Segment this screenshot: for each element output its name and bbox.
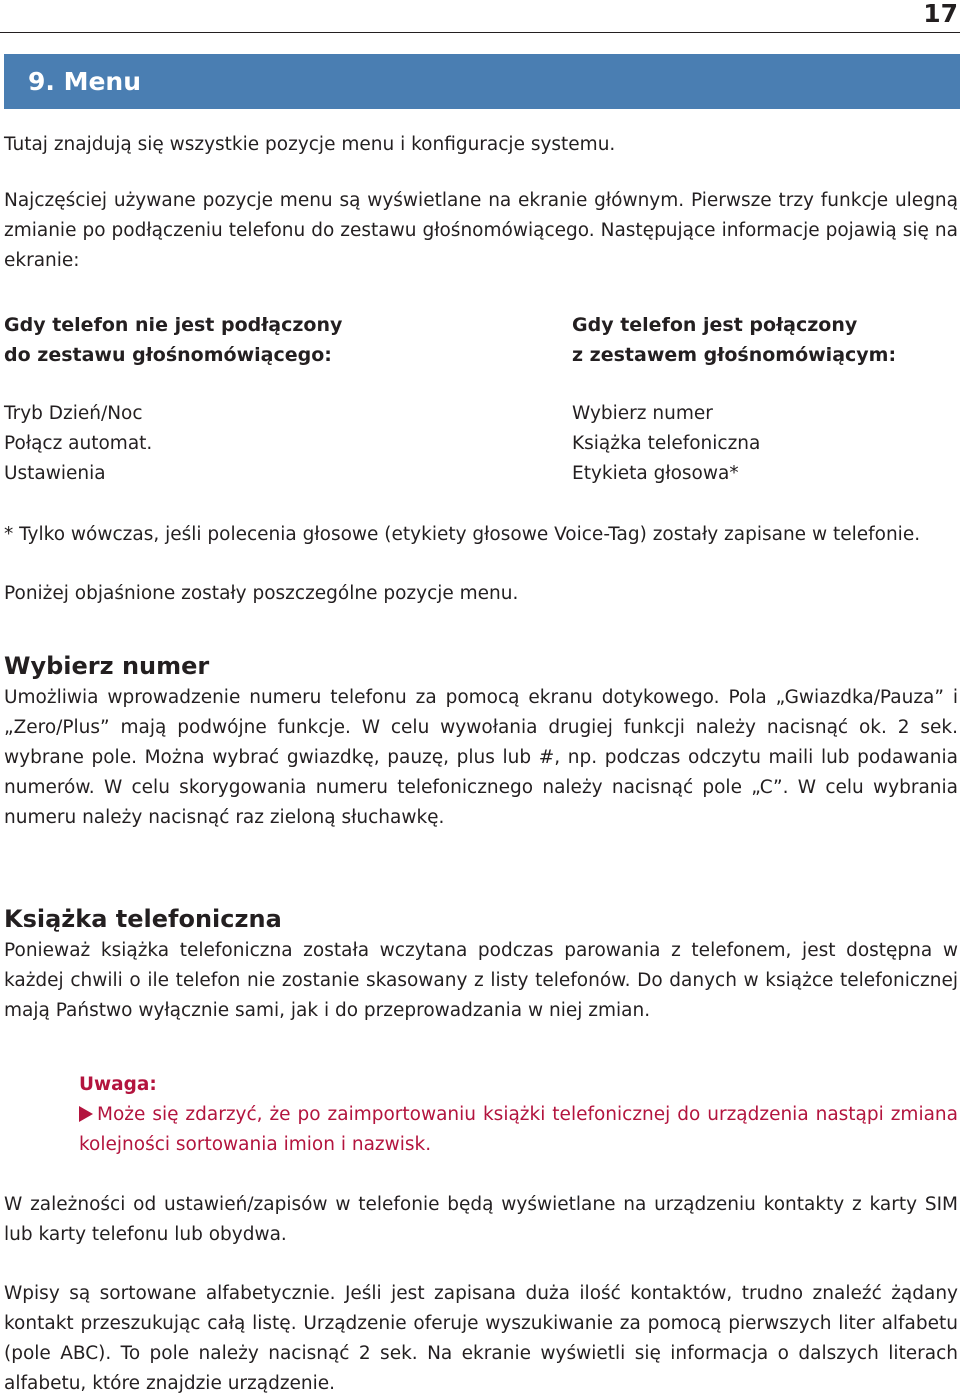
section-title: 9. Menu [28,67,142,96]
sorting-paragraph: Wpisy są sortowane alfabetycznie. Jeśli jest zapisana duża ilość kontaktów, trudno znaleźć żądany kontakt przeszukując całą listę. Urządzenie oferuje wyszukiwanie za pomocą pierwszych liter alfabetu (pole ABC). To pole należy nacisnąć 2 sek. Na ekranie wyświetli się informacja o dalszych literach alfabetu, które znajdzie urządzenie. [4,1283,958,1394]
list-item: Wybierz numer [572,403,713,424]
left-column-heading [4,310,424,370]
sim-paragraph: W zależności od ustawień/zapisów w telefonie będą wyświetlane na urządzeniu kontakty z karty SIM lub karty telefonu lub obydwa. [4,1194,958,1245]
top-divider [0,32,960,33]
left-heading-line-2: do zestawu głośnomówiącego: [4,344,332,366]
dial-section-title: Wybierz numer [4,652,210,680]
list-item: Połącz automat. [4,433,153,454]
explanation-text: Poniżej objaśnione zostały poszczególne pozycje menu. [4,583,519,604]
left-menu-list [4,399,152,489]
warning-text [79,1100,958,1160]
warning-title: Uwaga: [79,1074,157,1095]
right-column-heading [572,310,960,370]
list-item: Tryb Dzień/Noc [4,403,143,424]
page-number: 17 [923,0,958,28]
list-item: Etykieta głosowa* [572,463,739,484]
right-heading-line-2: z zestawem głośnomówiącym: [572,344,897,366]
right-menu-list [572,399,760,489]
intro-paragraph-2: Najczęściej używane pozycje menu są wyświetlane na ekranie głównym. Pierwsze trzy funkcje ulegną zmianie po podłączeniu telefonu do zestawu głośnomówiącego. Następujące informacje pojawią się na ekranie: [4,190,958,271]
dial-section-text: Umożliwia wprowadzenie numeru telefonu za pomocą ekranu dotykowego. Pola „Gwiazdka/Pauza” i „Zero/Plus” mają podwójne funkcje. W celu wywołania drugiej funkcji należy nacisnąć ok. 2 sek. wybrane pole. Można wybrać gwiazdkę, pauzę, plus lub #, np. podczas odczytu maili lub podawania numerów. W celu skorygowania numeru telefonicznego należy nacisnąć pole „C”. W celu wybrania numeru należy nacisnąć raz zieloną słuchawkę. [4,687,958,828]
warning-message: Może się zdarzyć, że po zaimportowaniu książki telefonicznej do urządzenia nastąpi zmiana kolejności sortowania imion i nazwisk. [79,1104,958,1155]
footnote: * Tylko wówczas, jeśli polecenia głosowe (etykiety głosowe Voice-Tag) zostały zapisane w telefonie. [4,524,921,545]
left-heading-line-1: Gdy telefon nie jest podłączony [4,314,343,336]
phonebook-section-title: Książka telefoniczna [4,905,282,933]
section-header-bar [4,54,960,109]
list-item: Książka telefoniczna [572,433,761,454]
list-item: Ustawienia [4,463,106,484]
intro-paragraph: Tutaj znajdują się wszystkie pozycje menu i konfiguracje systemu. [4,134,616,155]
arrow-right-icon [79,1106,93,1122]
right-heading-line-1: Gdy telefon jest połączony [572,314,858,336]
phonebook-section-text: Ponieważ książka telefoniczna została wczytana podczas parowania z telefonem, jest dostępna w każdej chwili o ile telefon nie zostanie skasowany z listy telefonów. Do danych w książce telefonicznej mają Państwo wyłącznie sami, jak i do przeprowadzania w niej zmian. [4,940,958,1021]
